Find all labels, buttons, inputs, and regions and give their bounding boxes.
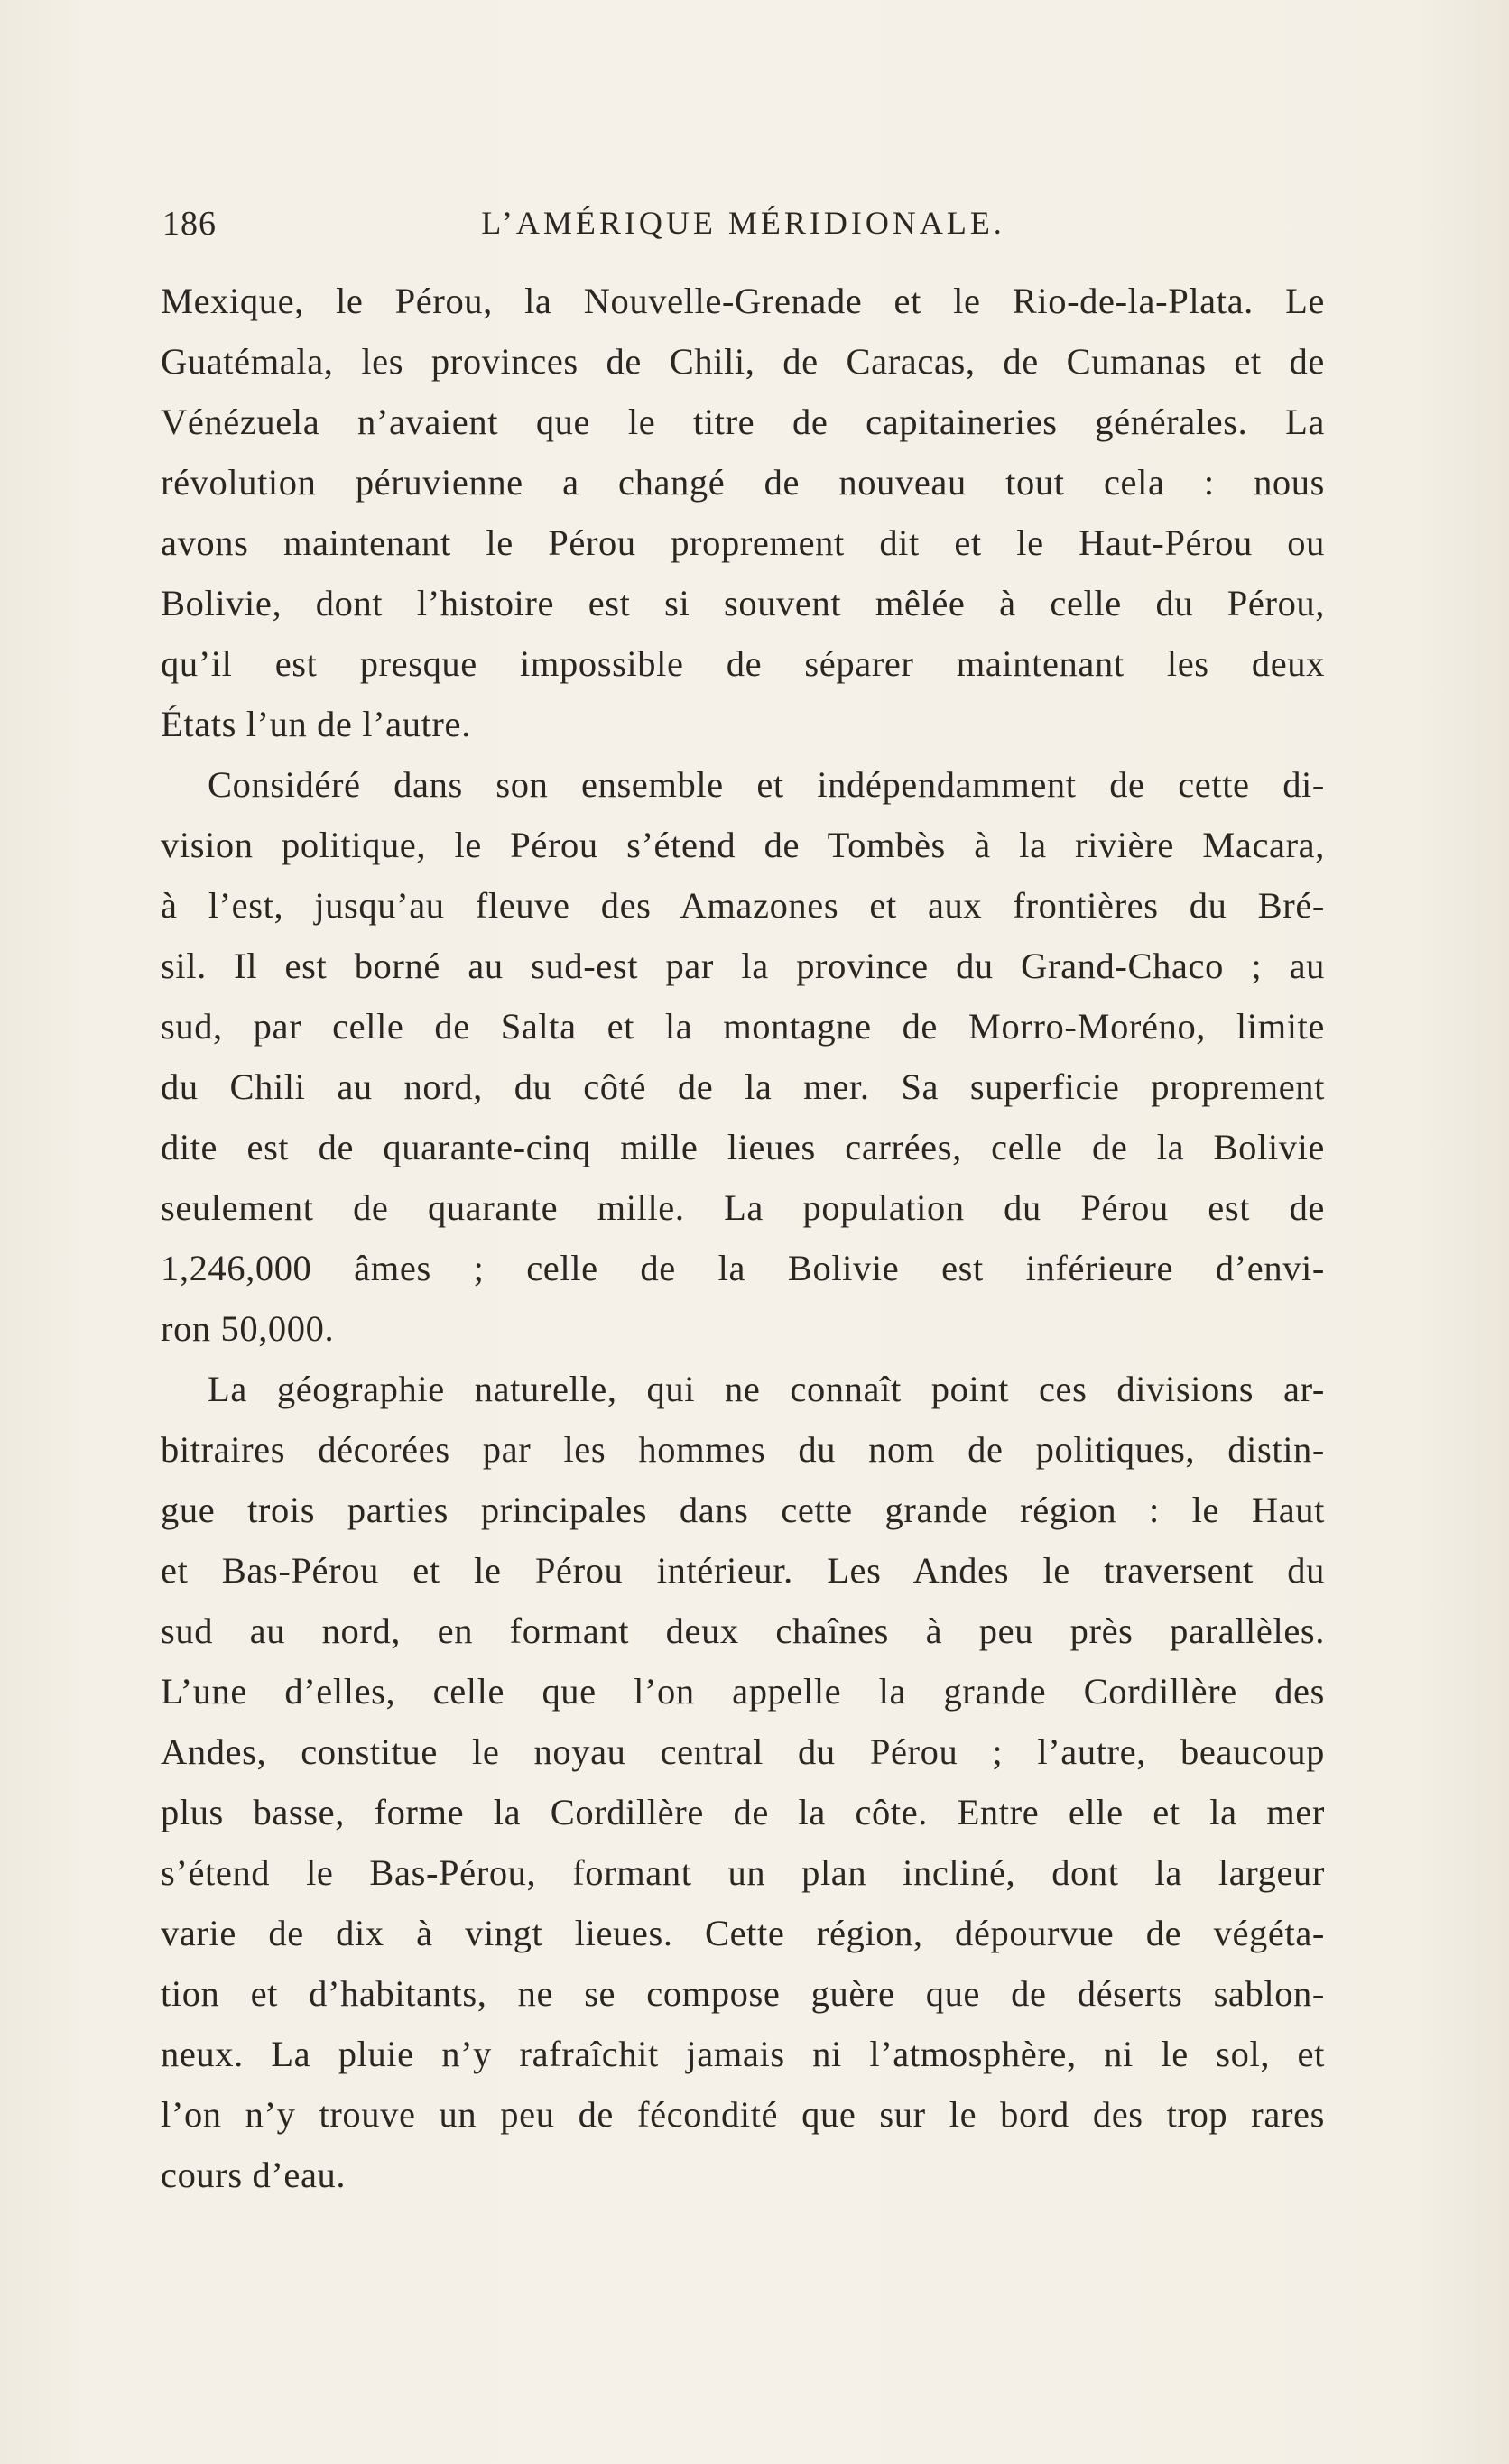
- text-line: s’étend le Bas-Pérou, formant un plan incliné, dont la largeur: [161, 1852, 1325, 1893]
- text-line: du Chili au nord, du côté de la mer. Sa superficie proprement: [161, 1066, 1325, 1107]
- text-line: révolution péruvienne a changé de nouveau tout cela : nous: [161, 462, 1325, 503]
- text-line: l’on n’y trouve un peu de fécondité que sur le bord des trop rares: [161, 2094, 1325, 2135]
- text-line: Bolivie, dont l’histoire est si souvent mêlée à celle du Pérou,: [161, 583, 1325, 623]
- text-line: avons maintenant le Pérou proprement dit et le Haut-Pérou ou: [161, 522, 1325, 563]
- text-line: qu’il est presque impossible de séparer maintenant les deux: [161, 643, 1325, 684]
- paragraph-1: [161, 271, 1325, 754]
- text-line: sil. Il est borné au sud-est par la province du Grand-Chaco ; au: [161, 946, 1325, 986]
- text-line: varie de dix à vingt lieues. Cette région, dépourvue de végéta-: [161, 1913, 1325, 1953]
- text-line: vision politique, le Pérou s’étend de Tombès à la rivière Macara,: [161, 825, 1325, 865]
- page-header: [159, 200, 1328, 251]
- text-line: et Bas-Pérou et le Pérou intérieur. Les Andes le traversent du: [161, 1550, 1325, 1591]
- text-line: Andes, constitue le noyau central du Pérou ; l’autre, beaucoup: [161, 1731, 1325, 1772]
- paragraph-2: [161, 754, 1325, 1359]
- paragraph-3: [161, 1359, 1325, 2205]
- text-line: gue trois parties principales dans cette grande région : le Haut: [161, 1490, 1325, 1530]
- text-line: 1,246,000 âmes ; celle de la Bolivie est inférieure d’envi-: [161, 1248, 1325, 1288]
- text-line: La géographie naturelle, qui ne connaît point ces divisions ar-: [208, 1369, 1325, 1409]
- text-line: Vénézuela n’avaient que le titre de capitaineries générales. La: [161, 401, 1325, 442]
- text-line: bitraires décorées par les hommes du nom de politiques, distin-: [161, 1429, 1325, 1470]
- text-line: Guatémala, les provinces de Chili, de Caracas, de Cumanas et de: [161, 341, 1325, 382]
- text-line: sud au nord, en formant deux chaînes à peu près parallèles.: [161, 1610, 1325, 1651]
- text-line: L’une d’elles, celle que l’on appelle la grande Cordillère des: [161, 1671, 1325, 1712]
- page-number: 186: [162, 205, 217, 243]
- text-line: Mexique, le Pérou, la Nouvelle-Grenade et le Rio-de-la-Plata. Le: [161, 281, 1325, 321]
- text-line: tion et d’habitants, ne se compose guère que de déserts sablon-: [161, 1973, 1325, 2014]
- text-line: à l’est, jusqu’au fleuve des Amazones et aux frontières du Bré-: [161, 885, 1325, 926]
- text-line: dite est de quarante-cinq mille lieues carrées, celle de la Bolivie: [161, 1127, 1325, 1167]
- text-line: sud, par celle de Salta et la montagne de Morro-Moréno, limite: [161, 1006, 1325, 1047]
- text-line: neux. La pluie n’y rafraîchit jamais ni l’atmosphère, ni le sol, et: [161, 2034, 1325, 2074]
- text-line: plus basse, forme la Cordillère de la côte. Entre elle et la mer: [161, 1792, 1325, 1832]
- text-line: ron 50,000.: [161, 1308, 335, 1349]
- text-line: Considéré dans son ensemble et indépendamment de cette di-: [208, 764, 1325, 805]
- body-text: [161, 271, 1325, 2205]
- text-line: seulement de quarante mille. La population du Pérou est de: [161, 1187, 1325, 1228]
- running-title: L’AMÉRIQUE MÉRIDIONALE.: [481, 205, 1005, 241]
- text-line: cours d’eau.: [161, 2155, 347, 2195]
- text-line: États l’un de l’autre.: [161, 704, 471, 744]
